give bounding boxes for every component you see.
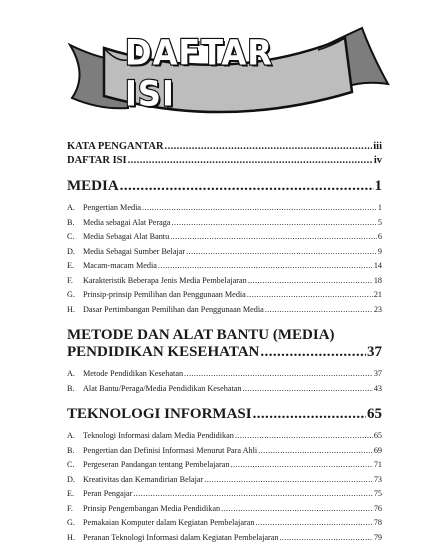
toc-page-number: iii (373, 141, 382, 152)
dot-leader (186, 245, 377, 260)
dot-leader (242, 382, 372, 397)
entry-text: Peran Pengajar (83, 489, 133, 498)
toc-entry[interactable] (67, 288, 382, 303)
dot-leader (265, 303, 373, 318)
entry-letter: E. (67, 489, 75, 498)
entry-text: Pemakaian Komputer dalam Kegiatan Pembelajaran (83, 518, 255, 527)
section-page-number: 1 (374, 178, 382, 194)
entry-text: Metode Pendidikan Kesehatan (83, 369, 184, 378)
entry-letter: F. (67, 503, 73, 513)
entry-page-number: 76 (373, 503, 382, 513)
toc-page-number: iv (373, 155, 382, 166)
toc-entry[interactable] (67, 444, 382, 459)
entry-page-number: 23 (373, 304, 382, 314)
section-title: PENDIDIKAN KESEHATAN (67, 344, 260, 360)
section-title: TEKNOLOGI INFORMASI (67, 406, 252, 422)
table-of-contents (67, 140, 382, 545)
toc-entry-label: DAFTAR ISI (67, 155, 127, 166)
toc-entry[interactable] (67, 216, 382, 231)
entry-letter: B. (67, 445, 75, 455)
section-heading[interactable] (67, 344, 382, 361)
entry-letter: A. (67, 369, 75, 378)
entry-letter: F. (67, 275, 73, 285)
toc-entry[interactable] (67, 367, 382, 382)
toc-entry[interactable] (67, 502, 382, 517)
entry-page-number: 71 (373, 460, 382, 469)
entry-letter: G. (67, 290, 75, 299)
entry-page-number: 78 (373, 518, 382, 527)
dot-leader (128, 154, 373, 168)
toc-entry[interactable] (67, 429, 382, 444)
section-title-line: METODE DAN ALAT BANTU (MEDIA) (67, 327, 335, 343)
toc-entry[interactable] (67, 382, 382, 397)
entry-text: Media Sebagai Sumber Belajar (83, 246, 186, 256)
entry-page-number: 43 (373, 383, 382, 393)
dot-leader (204, 473, 373, 488)
toc-entry[interactable] (67, 245, 382, 260)
section-heading[interactable] (67, 406, 382, 423)
toc-entry[interactable] (67, 458, 382, 473)
toc-entry[interactable] (67, 140, 382, 154)
dot-leader (165, 140, 373, 154)
entry-text: Karakteristik Beberapa Jenis Media Pembelajaran (83, 275, 247, 285)
entry-letter: E. (67, 261, 75, 270)
toc-entry[interactable] (67, 274, 382, 289)
entry-text: Media Sebagai Alat Bantu (83, 232, 170, 241)
entry-letter: D. (67, 474, 75, 484)
entry-page-number: 79 (373, 532, 382, 542)
dot-leader (133, 487, 372, 502)
entry-letter: G. (67, 518, 75, 527)
toc-entry[interactable] (67, 531, 382, 546)
entry-page-number: 5 (377, 217, 382, 227)
toc-entry[interactable] (67, 473, 382, 488)
dot-leader (258, 444, 373, 459)
entry-page-number: 69 (373, 445, 382, 455)
entry-text: Media sebagai Alat Peraga (83, 217, 171, 227)
section-title: MEDIA (67, 178, 119, 194)
dot-leader (120, 178, 374, 195)
dot-leader (231, 458, 373, 473)
dot-leader (170, 230, 377, 245)
dot-leader (248, 274, 373, 289)
entry-page-number: 65 (373, 431, 382, 440)
dot-leader (253, 406, 366, 423)
entry-letter: A. (67, 203, 75, 212)
entry-text: Teknologi Informasi dalam Media Pendidikan (83, 431, 234, 440)
entry-page-number: 18 (373, 275, 382, 285)
entry-letter: B. (67, 217, 75, 227)
entry-text: Prinsip Pengembangan Media Pendidikan (83, 503, 221, 513)
entry-text: Peranan Teknologi Informasi dalam Kegiatan Pembelajaran (83, 532, 279, 542)
entry-letter: C. (67, 460, 75, 469)
entry-page-number: 37 (373, 369, 382, 378)
entry-text: Pengertian dan Definisi Informasi Menurut Para Ahli (83, 445, 258, 455)
entry-letter: A. (67, 431, 75, 440)
section-heading[interactable] (67, 178, 382, 195)
dot-leader (260, 344, 366, 361)
toc-entry[interactable] (67, 201, 382, 216)
entry-text: Kreativitas dan Kemandirian Belajar (83, 474, 204, 484)
title-banner (0, 0, 433, 125)
toc-entry[interactable] (67, 230, 382, 245)
dot-leader (247, 288, 373, 303)
entry-letter: B. (67, 383, 75, 393)
section-page-number: 65 (367, 406, 382, 422)
toc-entry-label: KATA PENGANTAR (67, 141, 164, 152)
page-title: DAFTAR ISI (125, 31, 273, 115)
toc-entry[interactable] (67, 516, 382, 531)
entry-page-number: 1 (377, 203, 382, 212)
dot-leader (221, 502, 373, 517)
dot-leader (279, 531, 372, 546)
entry-text: Pergeseran Pandangan tentang Pembelajaran (83, 460, 230, 469)
entry-letter: H. (67, 532, 75, 542)
entry-letter: C. (67, 232, 75, 241)
dot-leader (172, 216, 377, 231)
entry-text: Macam-macam Media (83, 261, 157, 270)
section-page-number: 37 (367, 344, 382, 360)
entry-text: Dasar Pertimbangan Pemilihan dan Penggunaan Media (83, 304, 264, 314)
entry-page-number: 6 (377, 232, 382, 241)
dot-leader (235, 429, 373, 444)
dot-leader (142, 201, 377, 216)
entry-page-number: 9 (377, 246, 382, 256)
entry-letter: D. (67, 246, 75, 256)
dot-leader (255, 516, 372, 531)
entry-page-number: 75 (373, 489, 382, 498)
entry-text: Pengertian Media (83, 203, 141, 212)
entry-text: Alat Bantu/Peraga/Media Pendidikan Kesehatan (83, 383, 242, 393)
entry-page-number: 73 (373, 474, 382, 484)
entry-letter: H. (67, 304, 75, 314)
toc-entry[interactable] (67, 259, 382, 274)
entry-page-number: 21 (373, 290, 382, 299)
dot-leader (158, 259, 373, 274)
entry-page-number: 14 (373, 261, 382, 270)
toc-entry[interactable] (67, 303, 382, 318)
toc-entry[interactable] (67, 487, 382, 502)
toc-entry[interactable] (67, 154, 382, 168)
entry-text: Prinsip-prinsip Pemilihan dan Penggunaan Media (83, 290, 246, 299)
dot-leader (184, 367, 373, 382)
